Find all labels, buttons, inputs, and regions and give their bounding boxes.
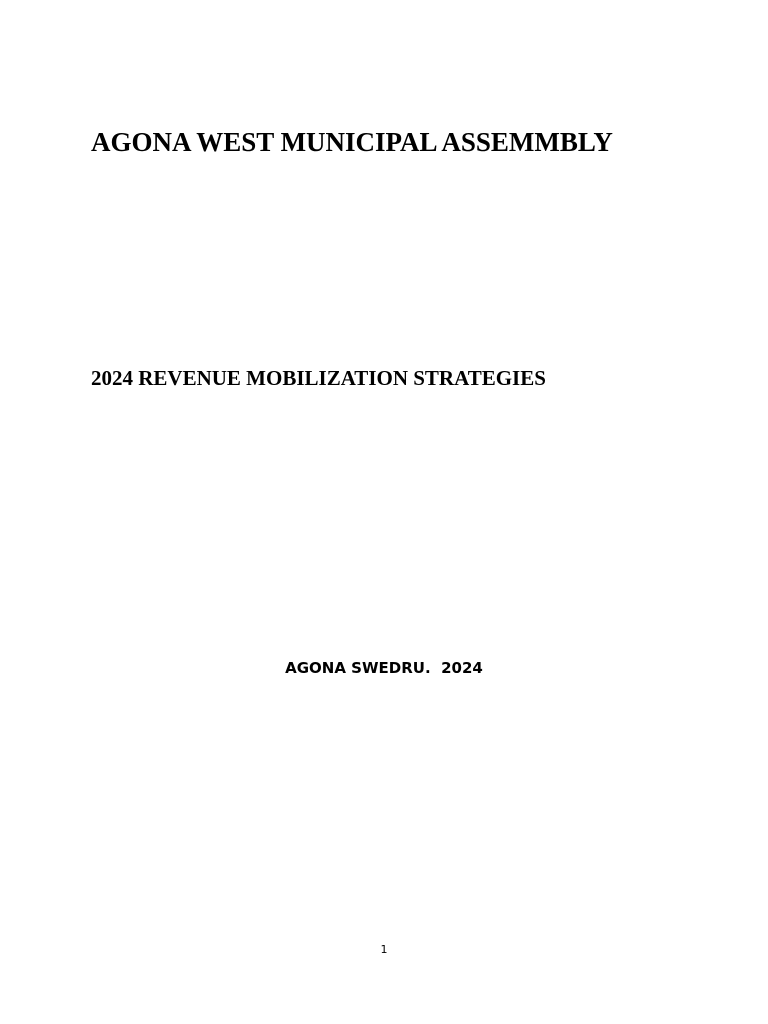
place-and-date: AGONA SWEDRU. 2024 bbox=[285, 659, 483, 677]
page-number: 1 bbox=[380, 943, 388, 956]
document-title: AGONA WEST MUNICIPAL ASSEMMBLY bbox=[91, 127, 613, 157]
document-subtitle: 2024 REVENUE MOBILIZATION STRATEGIES bbox=[91, 366, 546, 390]
